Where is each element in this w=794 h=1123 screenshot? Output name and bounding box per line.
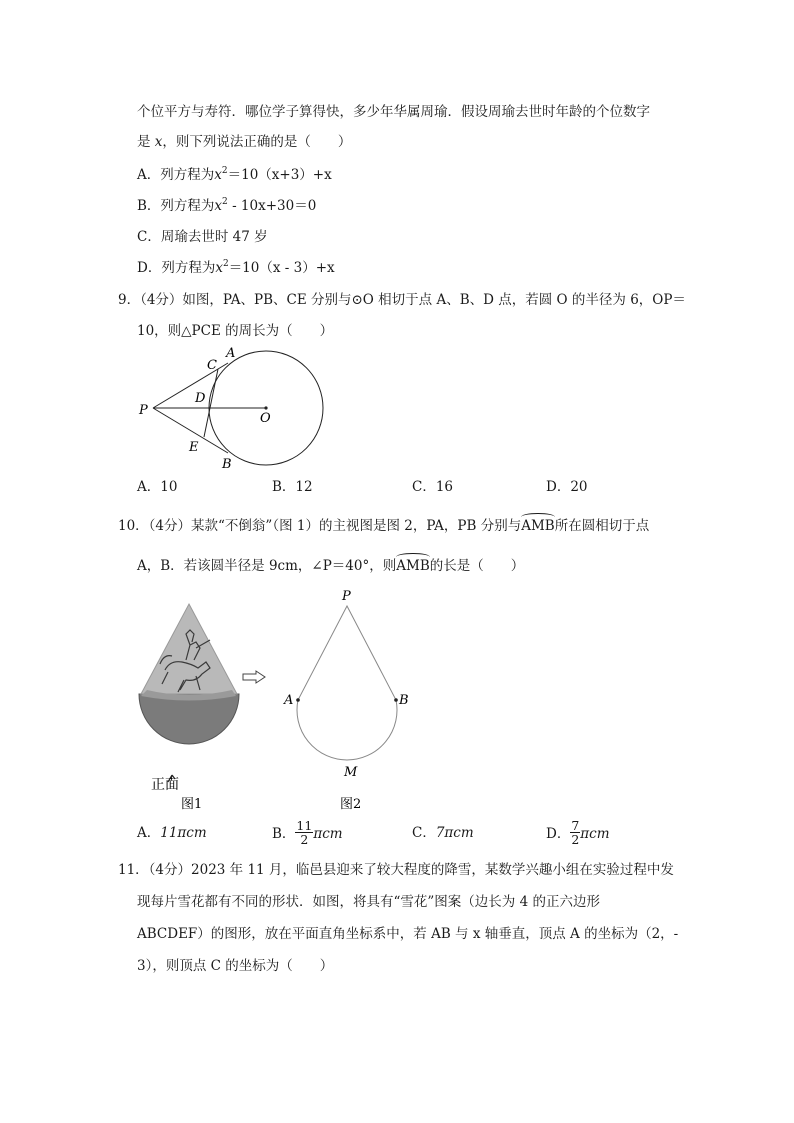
q10-arc-amb-2: AMB bbox=[396, 558, 430, 574]
q11-text-line2: 现每片雪花都有不同的形状．如图，将具有“雪花”图案（边长为 4 的正六边形 bbox=[137, 894, 600, 910]
q11-text-line1: 11．（4分）2023 年 11 月，临邑县迎来了较大程度的降雪，某数学兴趣小组在实验过程中发 bbox=[118, 862, 674, 878]
q9-label-p: P bbox=[139, 403, 148, 418]
q9-label-b: B bbox=[222, 457, 232, 472]
q10-fig2-point-a bbox=[296, 698, 300, 702]
q10-option-a[interactable]: A．11πcm bbox=[137, 825, 207, 841]
q8-option-b[interactable]: B．列方程为$x^2 - 10x+30=0$ bbox=[137, 197, 317, 214]
q10-text-line1: 10．（4分）某款“不倒翁”（图 1）的主视图是图 2，PA，PB 分别与AMB所在圆相切于点 bbox=[118, 518, 650, 534]
q9-label-a: A bbox=[226, 346, 236, 361]
q10-fig1-bottom bbox=[139, 694, 239, 744]
q8-option-c[interactable]: C．周瑜去世时 47 岁 bbox=[137, 229, 268, 245]
q10-fig1-caption: 图1 bbox=[181, 797, 203, 812]
q9-point-o bbox=[264, 406, 267, 409]
q10-fig2-label-p: P bbox=[342, 589, 351, 604]
q10-fig2-label-b: B bbox=[399, 693, 409, 708]
q10-option-b-fraction: $\frac{11}{2}$ bbox=[296, 818, 313, 847]
q10-option-d-fraction: $\frac{7}{2}$ bbox=[571, 818, 580, 847]
q11-text-line4: 3），则顶点 C 的坐标为（ ） bbox=[137, 958, 334, 974]
q8-text-line2: 是 x，则下列说法正确的是（ ） bbox=[137, 134, 352, 150]
q8-option-a[interactable]: A．列方程为$x^2=10(x+3)+x$ bbox=[137, 166, 332, 183]
q11-text-line3: ABCDEF）的图形，放在平面直角坐标系中，若 AB 与 x 轴垂直，顶点 A 的坐标为（2，- bbox=[137, 926, 679, 942]
q10-fig2-label-m: M bbox=[344, 765, 358, 780]
q10-fig2-label-a: A bbox=[284, 693, 294, 708]
q10-fig2-caption: 图2 bbox=[340, 797, 362, 812]
q9-line-ce bbox=[204, 369, 218, 437]
q9-label-o: O bbox=[260, 411, 271, 426]
q9-text-line2: 10，则△PCE 的周长为（ ） bbox=[137, 323, 334, 339]
q10-fig1-front-label: 正面 bbox=[151, 777, 179, 793]
q8-text-line1: 个位平方与寿符．哪位学子算得快，多少年华属周瑜．假设周瑜去世时年龄的个位数字 bbox=[137, 104, 650, 120]
q9-option-b[interactable]: B．12 bbox=[272, 479, 313, 495]
q9-text-line1: 9．（4分）如图，PA、PB、CE 分别与⊙O 相切于点 A、B、D 点，若圆 O 的半径为 6，OP＝ bbox=[118, 292, 686, 308]
q10-option-d[interactable]: D． $\frac{7}{2}$ πcm bbox=[546, 818, 610, 847]
q9-option-d[interactable]: D．20 bbox=[546, 479, 588, 495]
q10-arc-amb: AMB bbox=[521, 518, 555, 534]
q9-label-d: D bbox=[195, 391, 206, 406]
q10-option-c[interactable]: C．7πcm bbox=[412, 825, 474, 841]
q10-fig2-outline bbox=[297, 606, 397, 760]
q9-label-c: C bbox=[207, 358, 217, 373]
q9-option-c[interactable]: C．16 bbox=[412, 479, 454, 495]
q10-figure1 bbox=[130, 598, 280, 818]
q10-fig2-point-b bbox=[394, 698, 398, 702]
q9-label-e: E bbox=[189, 440, 199, 455]
q9-figure bbox=[130, 340, 330, 470]
q10-option-b[interactable]: B． $\frac{11}{2}$ πcm bbox=[272, 818, 343, 847]
q9-option-a[interactable]: A．10 bbox=[137, 479, 178, 495]
q10-figure2 bbox=[280, 585, 420, 815]
q10-text-line2: A，B．若该圆半径是 9cm，∠P＝40°，则AMB的长是（ ） bbox=[137, 558, 525, 574]
q10-arrow-icon bbox=[240, 669, 270, 685]
q8-option-d[interactable]: D．列方程为$x^2=10(x - 3)+x$ bbox=[137, 259, 335, 276]
